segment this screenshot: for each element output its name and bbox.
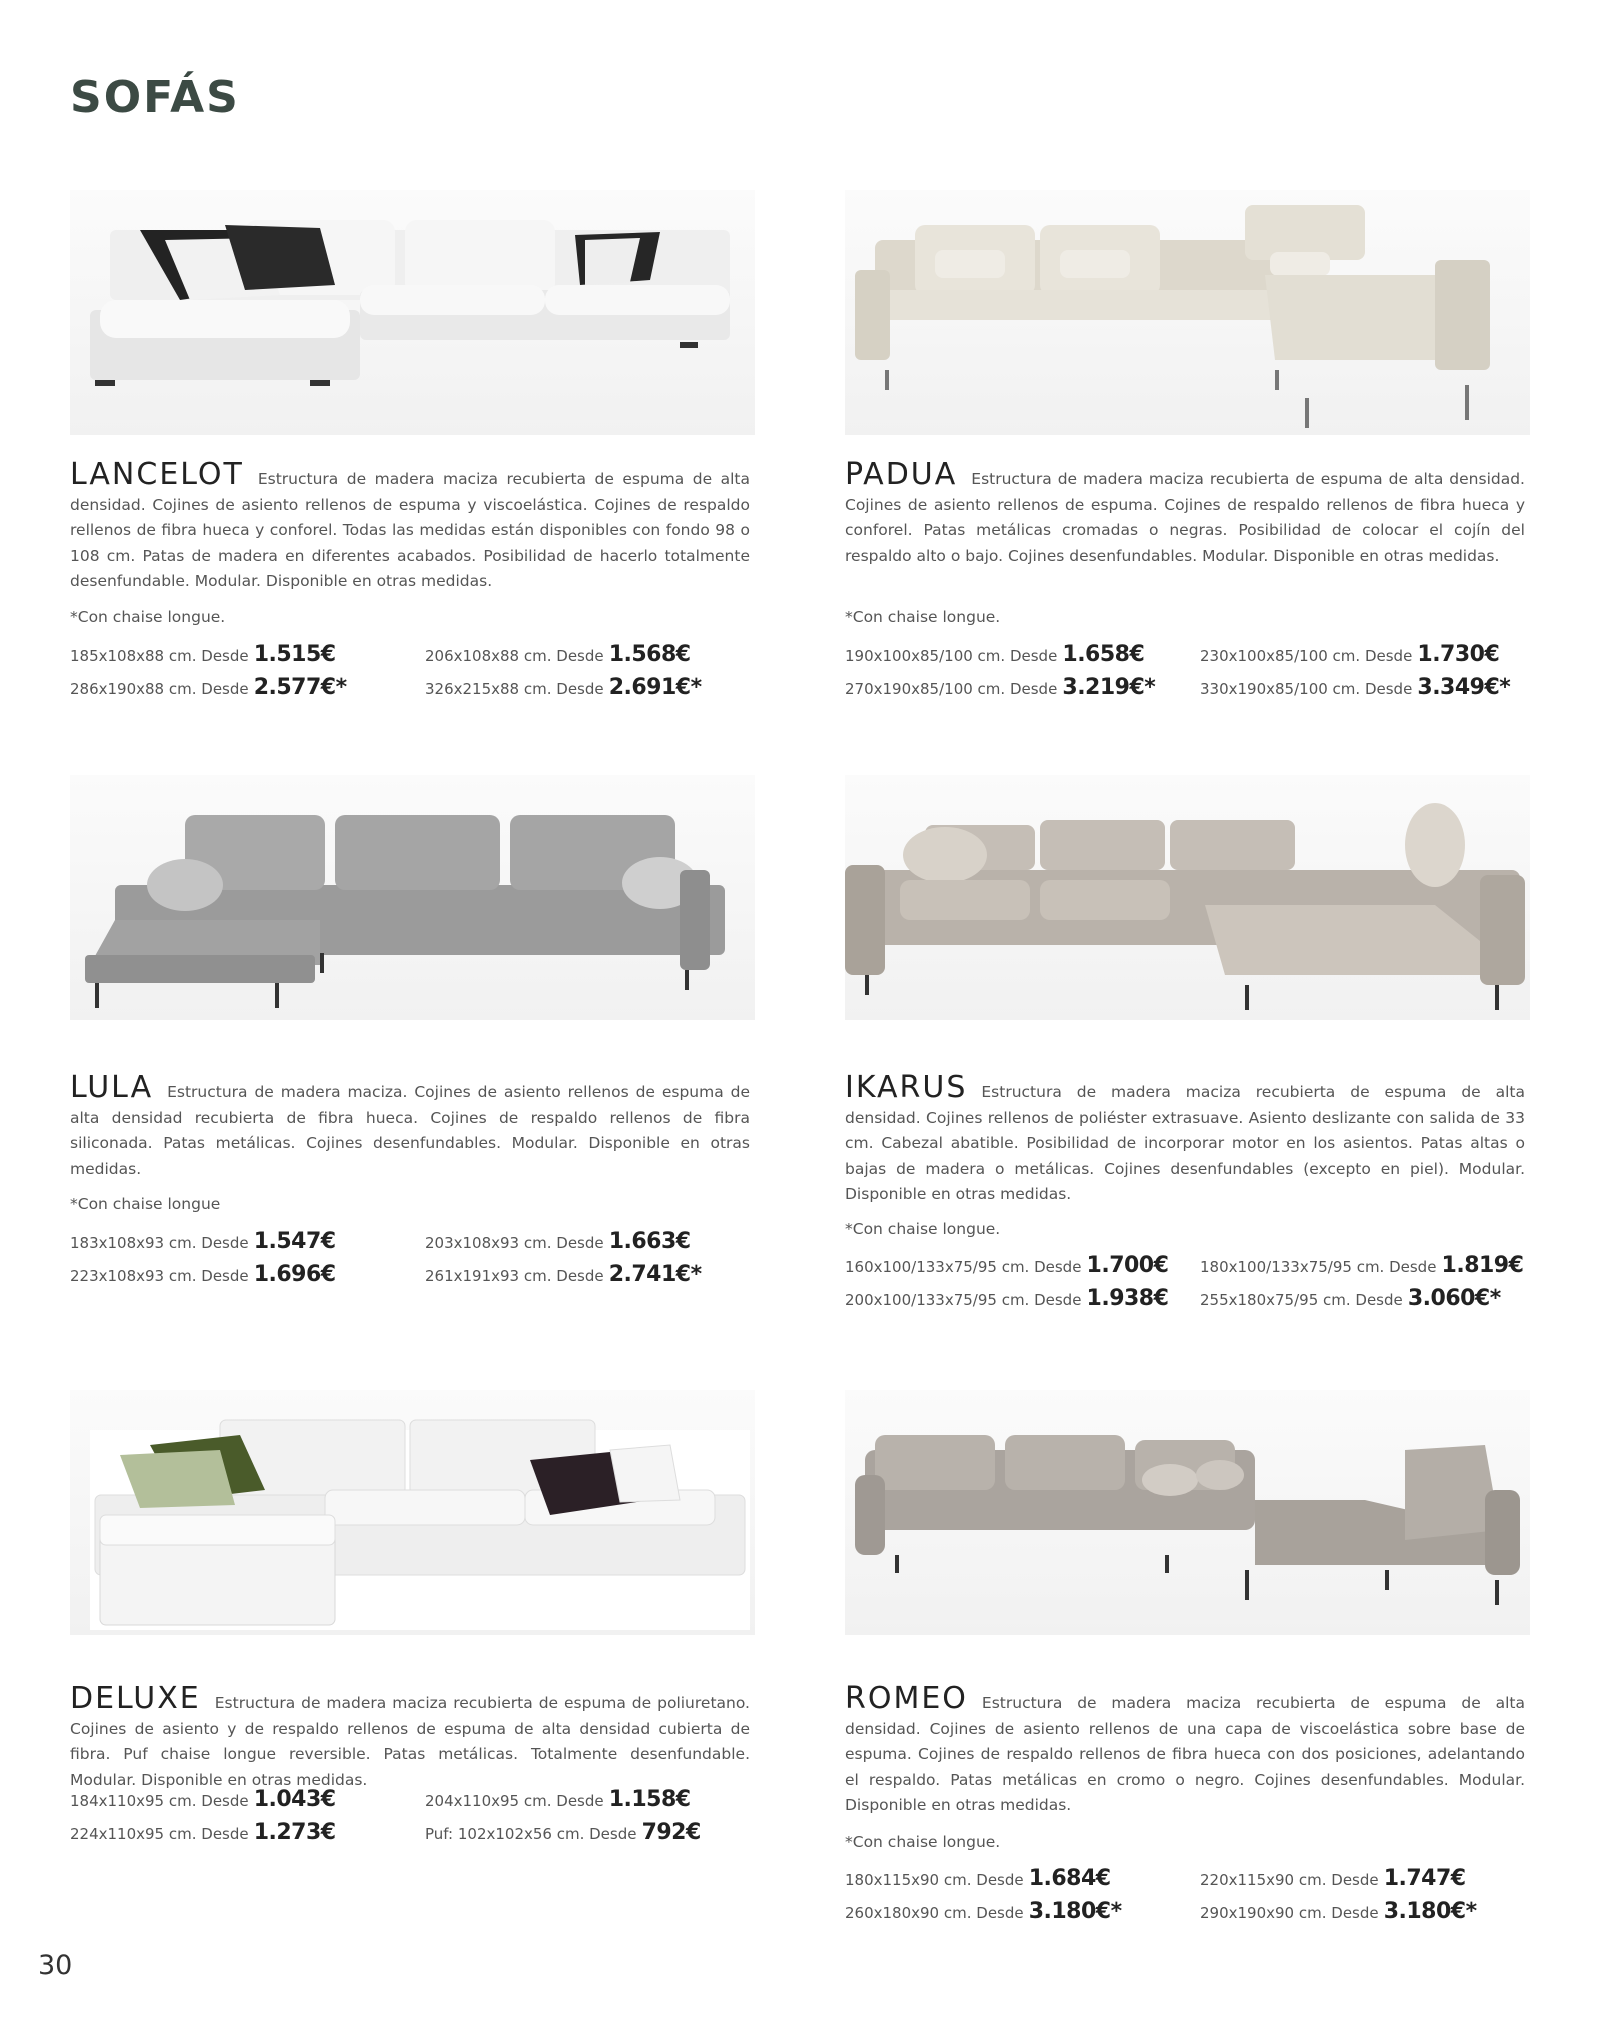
price-item: 180x115x90 cm. Desde 1.684€ [845,1866,1111,1891]
product-note: *Con chaise longue. [70,608,226,626]
product-name: PADUA [845,457,958,492]
price-item: 203x108x93 cm. Desde 1.663€ [425,1229,691,1254]
price-list [70,1787,755,1853]
product-description: Estructura de madera maciza recubierta de espuma de alta densidad. Cojines de asiento rellenos de espuma y viscoelástica. Cojines de respaldo rellenos de fibra hueca y conforel. Todas las medidas están disponibles con fondo 98 o 108 cm. Patas de madera en diferentes acabados. Posibilidad de hacerlo totalmente desenfundable. Modular. Disponible en otras medidas. [70,470,750,590]
price-list [70,642,755,708]
product-name: LULA [70,1070,154,1105]
price-item: 330x190x85/100 cm. Desde 3.349€* [1200,675,1511,700]
product-note: *Con chaise longue [70,1195,221,1213]
product-name: ROMEO [845,1681,968,1716]
price-item: 286x190x88 cm. Desde 2.577€* [70,675,347,700]
product-note: *Con chaise longue. [845,1833,1001,1851]
product-description: Estructura de madera maciza recubierta de espuma de alta densidad. Cojines de asiento rellenos de una capa de viscoelástica sobre base de espuma. Cojines de respaldo rellenos de fibra hueca con dos posiciones, adelantando el respaldo. Patas metálicas en cromo o negro. Cojines desenfundables. Modular. Disponible en otras medidas. [845,1694,1525,1814]
product-description: Estructura de madera maciza. Cojines de asiento rellenos de espuma de alta densidad recubierta de fibra hueca. Cojines de respaldo rellenos de fibra siliconada. Patas metálicas. Cojines desenfundables. Modular. Disponible en otras medidas. [70,1083,750,1178]
product-image-deluxe [70,1390,755,1635]
product-image-lula [70,775,755,1020]
price-item: 326x215x88 cm. Desde 2.691€* [425,675,702,700]
price-item: 185x108x88 cm. Desde 1.515€ [70,642,336,667]
page-number: 30 [38,1950,73,1981]
price-item: 255x180x75/95 cm. Desde 3.060€* [1200,1286,1501,1311]
product-image-ikarus [845,775,1530,1020]
product-description: Estructura de madera maciza recubierta de espuma de alta densidad. Cojines rellenos de poliéster extrasuave. Asiento deslizante con salida de 33 cm. Cabezal abatible. Posibilidad de incorporar motor en los asientos. Patas altas o bajas de madera o metálicas. Cojines desenfundables (excepto en piel). Modular. Disponible en otras medidas. [845,1083,1525,1203]
product-note: *Con chaise longue. [845,608,1001,626]
price-item: 224x110x95 cm. Desde 1.273€ [70,1820,336,1845]
price-item: 220x115x90 cm. Desde 1.747€ [1200,1866,1466,1891]
price-item: 270x190x85/100 cm. Desde 3.219€* [845,675,1156,700]
price-item: 290x190x90 cm. Desde 3.180€* [1200,1899,1477,1924]
product-description: Estructura de madera maciza recubierta de espuma de poliuretano. Cojines de asiento y de respaldo rellenos de espuma de alta densidad cubierta de fibra. Puf chaise longue reversible. Patas metálicas. Totalmente desenfundable. Modular. Disponible en otras medidas. [70,1694,750,1789]
product-name: LANCELOT [70,457,244,492]
product-name: DELUXE [70,1681,201,1716]
price-list [70,1229,755,1295]
price-item: 160x100/133x75/95 cm. Desde 1.700€ [845,1253,1169,1278]
price-item: 206x108x88 cm. Desde 1.568€ [425,642,691,667]
price-item: 204x110x95 cm. Desde 1.158€ [425,1787,691,1812]
product-image-romeo [845,1390,1530,1635]
price-list [845,1866,1530,1932]
product-description: Estructura de madera maciza recubierta de espuma de alta densidad. Cojines de asiento rellenos de espuma. Cojines de respaldo rellenos de fibra hueca y conforel. Patas metálicas cromadas o negras. Posibilidad de colocar el cojín del respaldo alto o bajo. Cojines desenfundables. Modular. Disponible en otras medidas. [845,470,1525,565]
price-item: 260x180x90 cm. Desde 3.180€* [845,1899,1122,1924]
price-item: 190x100x85/100 cm. Desde 1.658€ [845,642,1145,667]
price-item: 223x108x93 cm. Desde 1.696€ [70,1262,336,1287]
price-item: 183x108x93 cm. Desde 1.547€ [70,1229,336,1254]
product-name: IKARUS [845,1070,968,1105]
product-note: *Con chaise longue. [845,1220,1001,1238]
price-item: 200x100/133x75/95 cm. Desde 1.938€ [845,1286,1169,1311]
product-image-lancelot [70,190,755,435]
price-list [845,1253,1530,1319]
price-item: 180x100/133x75/95 cm. Desde 1.819€ [1200,1253,1524,1278]
price-item: Puf: 102x102x56 cm. Desde 792€ [425,1820,701,1845]
price-item: 261x191x93 cm. Desde 2.741€* [425,1262,702,1287]
page-title: SOFÁS [70,72,240,123]
price-item: 230x100x85/100 cm. Desde 1.730€ [1200,642,1500,667]
price-list [845,642,1530,708]
product-image-padua [845,190,1530,435]
price-item: 184x110x95 cm. Desde 1.043€ [70,1787,336,1812]
